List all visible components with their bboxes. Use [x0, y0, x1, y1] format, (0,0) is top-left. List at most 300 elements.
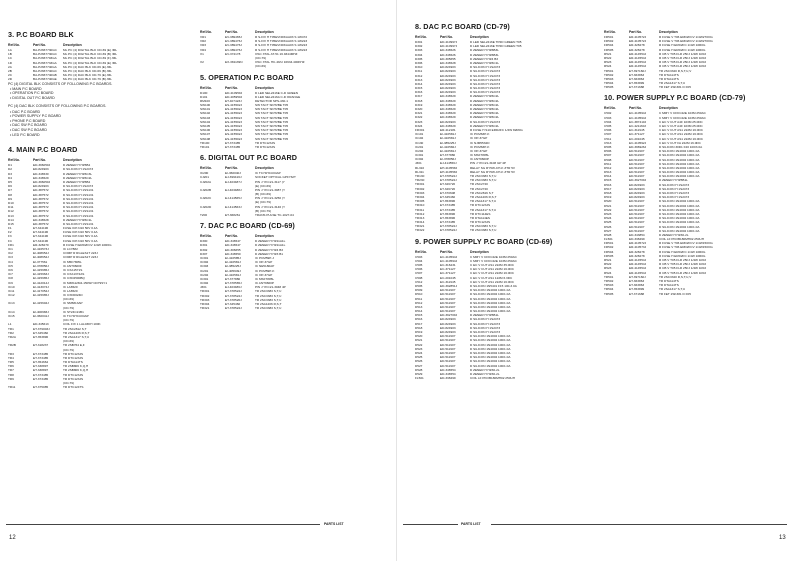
ref-no: TR322	[415, 228, 425, 233]
ref-no: VR4	[200, 47, 207, 52]
ref-no: D317	[415, 94, 423, 99]
part-no: ET-353899	[629, 287, 645, 292]
bullet-text: POWER SUPPLY P.C BOARD	[12, 114, 61, 119]
description: TR 2SC3383 S,T,U	[470, 228, 497, 233]
ref-no: C505	[415, 263, 423, 267]
part-no: ED-346529	[440, 111, 456, 116]
description: IC LA6520	[63, 288, 78, 293]
column-header: Part No.	[629, 106, 642, 111]
part-no: EC-371127	[629, 132, 645, 137]
part-no: ES-415502J	[225, 111, 243, 116]
description: D SILICON H 1S2473	[470, 90, 501, 95]
ref-no: D516	[415, 317, 423, 322]
description: D SILICON 1N4002 100/1.0A	[470, 346, 511, 351]
part-no: EC-316231	[440, 263, 456, 267]
part-no: EI-410581J	[225, 272, 241, 277]
ref-no: D527	[604, 228, 612, 233]
part-no: EJ-403486J	[225, 285, 242, 290]
part-no: ED-511907	[629, 220, 645, 225]
ref-no: TR314	[415, 220, 425, 225]
part-no: ED-387572	[33, 209, 49, 214]
description: IC ANT9600F	[63, 263, 82, 268]
description: D SILICON H 1SS131	[63, 196, 94, 201]
description: IC CXD0024D	[63, 293, 83, 298]
part-no: ED-824903	[440, 119, 456, 124]
ref-no: TR501	[604, 68, 614, 73]
description: R CB V T05 FLR 25FJ 1/4W 1R0J	[659, 262, 707, 267]
column-header: Part No.	[225, 85, 238, 90]
ref-no: C504	[604, 119, 612, 124]
part-no: ET-378524J	[440, 174, 457, 178]
part-no: ED-387572	[33, 213, 49, 218]
part-no: EJ-414565J	[225, 196, 242, 201]
part-no: EV-374178	[225, 51, 241, 56]
part-no: ET-378524J	[440, 178, 457, 183]
column-header: Ref.No.	[415, 249, 427, 254]
ref-no: IC302	[415, 157, 424, 162]
part-no: EI-360041J	[33, 314, 49, 318]
part-no: EI-410581J	[440, 136, 456, 141]
column-header: Ref.No.	[8, 158, 20, 163]
part-no: ET-354664	[33, 360, 49, 365]
part-no: ET-353896	[440, 215, 456, 220]
ref-no: TR502	[604, 72, 614, 77]
description: D SILICON H 1S2473	[470, 119, 501, 124]
part-no: ET-373485	[225, 144, 241, 149]
ref-no: D511	[604, 161, 612, 166]
ref-no: C507	[604, 132, 612, 137]
part-no: EJ-414563J	[225, 204, 242, 209]
part-no: ET-338897	[33, 364, 49, 369]
part-no: EI-410581J	[225, 260, 241, 265]
description: TR DTC123JS	[470, 203, 491, 208]
description: ML PC (4) DAC BLK CD-69 (E) /ML	[63, 64, 112, 69]
table-row	[8, 385, 186, 389]
part-no: EH-410558J	[440, 169, 458, 174]
part-no: ET-353896	[33, 334, 49, 339]
ref-no: D525	[415, 355, 423, 360]
description: D SILICON 1N4002 100/1.0A	[659, 207, 700, 212]
description: COMP R RGLES1T 223J	[63, 255, 98, 260]
part-no: ED-511907	[629, 224, 645, 229]
section-title: 10. POWER SUPPLY P.C BOARD (CD-79)	[604, 93, 746, 103]
part-no: ED-511907	[629, 149, 645, 154]
ref-no: D316	[415, 90, 423, 95]
description: D SILICON 1N4002 100/1.0A	[659, 203, 700, 208]
ref-no: TR303	[200, 297, 210, 302]
column-header: Description	[659, 30, 678, 34]
column-header: Part No.	[225, 234, 238, 239]
part-no: ET-373485	[33, 351, 49, 356]
ref-no: FR501	[604, 241, 614, 246]
ref-no: TR504	[604, 81, 614, 86]
part-no: ET-368261	[225, 213, 241, 217]
part-no: ED-824903	[440, 321, 456, 326]
description: FUSE ICP-N10 50V 0.4A	[63, 238, 98, 243]
column-header: Part No.	[440, 35, 453, 39]
part-no: EV-389476J	[225, 47, 242, 52]
part-no: ET-371688	[629, 85, 645, 90]
description: D SILICON H 1SS131	[63, 205, 94, 210]
description: R FUSE H ERD2FCV 1/4W 10R0G	[63, 242, 112, 247]
section-title: 7. DAC P.C BOARD (CD-69)	[200, 221, 295, 231]
ref-no: SW105	[200, 124, 211, 128]
column-header: Ref.No.	[200, 85, 212, 90]
part-no: ER-328278	[629, 249, 645, 254]
part-no: ET-326720	[440, 182, 456, 187]
bullet-dot-icon: •	[10, 123, 13, 128]
column-header: Description	[255, 234, 274, 239]
ref-no: SW107	[200, 132, 211, 137]
part-no: ED-824903	[440, 317, 456, 322]
description: D LED SEL2416E TP2D GREEN T05	[470, 40, 522, 44]
description: IC ANT9660P	[255, 281, 274, 286]
description: D ZENER H HZ30-2L	[470, 371, 500, 376]
ref-no: D323	[415, 119, 423, 124]
ref-no: D318	[415, 98, 423, 103]
ref-no: 1A	[8, 48, 12, 52]
part-no: EI-400983J	[33, 309, 49, 314]
description: IC ANT9660P	[470, 157, 489, 162]
description: C EC V CUT FA 222M 16.0DC	[659, 140, 701, 145]
part-no: ED-511907	[629, 211, 645, 216]
ref-no: TR311	[415, 207, 425, 212]
description: D SILICON H 1S2473	[470, 86, 501, 91]
ref-no: D528	[604, 232, 612, 237]
table-row	[8, 77, 186, 81]
part-no: ED-511907	[629, 165, 645, 170]
description: RELAY SG RY5W-CH-K ZTR 5V	[470, 169, 515, 174]
description: R CB V T05 FLR 25FJ 1/4W 1R0J	[659, 64, 707, 69]
part-no: ED-392709J	[629, 178, 647, 183]
description: R FUSE H ERD2FC 1/4W 10R0G	[659, 47, 706, 52]
column-header: Description	[659, 106, 678, 111]
part-no: EI-410581J	[440, 132, 456, 137]
ref-no: D313	[415, 77, 423, 82]
ref-no: D11	[8, 205, 14, 210]
part-no: EJ-399416J	[225, 175, 242, 180]
description: C EC V CUT AS1 222M 16.0DC	[470, 271, 514, 276]
ref-no: CJ202D	[200, 204, 212, 209]
description: D SILICON 1N4002 100/1.0A	[470, 334, 511, 339]
ref-no: D524	[415, 350, 423, 355]
ref-no: D306	[415, 60, 423, 65]
column-header: Part No.	[225, 166, 238, 171]
ref-no: F4	[8, 238, 12, 243]
description: PIN J YKC21-3117 (Y	[255, 179, 285, 184]
description: OSC XTAL HC-49/U 16934.400KHZ	[255, 60, 305, 65]
description: D SILICON 1N4002 100/1.0A	[659, 211, 700, 216]
description: D ZENER H HZ6C3L	[63, 171, 93, 176]
part-no: ED-387572	[33, 188, 49, 193]
part-no: ED-346528	[33, 217, 49, 222]
description: TR 2SC3383 S,T,U	[255, 289, 282, 294]
description: PIN J YKC21-3108 GP 4P	[470, 161, 506, 166]
bullet-dot-icon: •	[10, 114, 13, 119]
description: COIL FIX 1 LAL03KH 100K	[63, 322, 101, 327]
description: COMP R RGLES1T 223J	[63, 251, 98, 256]
description: D SILICON 1N4002 100/1.0A	[470, 359, 511, 364]
part-no: ET-363863	[629, 72, 645, 77]
part-no: ET-326720	[440, 186, 456, 191]
part-no: ED-306655	[225, 247, 241, 252]
ref-no: VR1	[200, 35, 207, 39]
description: D LED SEL2416A C-D ORANGE	[255, 94, 301, 99]
parts-list-footer	[0, 521, 396, 527]
part-no: EJ-403488J	[225, 187, 242, 192]
ref-no: TR301	[200, 289, 210, 294]
bullet-dot-icon: •	[10, 118, 13, 123]
part-no: ET-363863	[629, 278, 645, 283]
part-no: ED-511907	[629, 157, 645, 162]
description: C MMY V CFKC22E 103M 250AC	[659, 111, 706, 116]
part-no: ED-387572	[33, 221, 49, 226]
ref-no: FR504	[604, 249, 614, 254]
description: TR DTC124TS	[63, 385, 84, 390]
ref-no: D15	[8, 221, 14, 226]
part-no: EI-410582J	[440, 144, 456, 149]
description: FUSE ICP-N10 50V 0.4A	[63, 234, 98, 239]
ref-no: IC303	[200, 264, 209, 269]
ref-no: VR3	[200, 43, 207, 48]
part-no: EV-389465J	[225, 35, 242, 39]
ref-no: TR505	[604, 85, 614, 90]
part-no: ES-415502J	[225, 103, 243, 108]
description: D LED SEL2416E C-D GREEN	[255, 90, 298, 95]
description: SW TACT SKHVBE T05	[255, 119, 289, 124]
ref-no: IC3	[8, 255, 13, 260]
part-no: EI-408654J	[33, 255, 49, 260]
ref-no: J301	[415, 161, 422, 166]
ref-no: D518	[604, 191, 612, 195]
description: D SILICON 1N4002 100/1.0A	[659, 161, 700, 166]
column-header: Part No.	[440, 249, 453, 254]
part-no: ED-387572	[33, 200, 49, 205]
description: (E) (CD-69)	[255, 183, 271, 188]
ref-no: L1	[8, 322, 12, 327]
ref-no: D2	[8, 167, 12, 172]
ref-no: TR230	[415, 178, 425, 183]
part-no: ED-410959J	[225, 90, 243, 95]
part-no: ET-353896	[440, 211, 456, 216]
description: D SILICON H 1S2473	[470, 77, 501, 82]
description: R FUSE V T06 ERD2FCV 1/4W270OG	[659, 35, 713, 39]
description: PIN J YKC21-3146 (Y	[255, 204, 286, 209]
ref-no: D315	[415, 86, 423, 91]
description: D SILICON H 1SS131	[63, 221, 94, 226]
description: D SILICON H 1SS131	[63, 188, 94, 193]
description: IC PCM63P-K	[470, 144, 490, 149]
description: (B) (CD-79)	[255, 208, 271, 213]
ref-no: D300	[200, 239, 208, 244]
part-no: ED-396050J	[33, 163, 51, 168]
ref-no: IC8	[8, 276, 13, 281]
description: IC MSF7805L	[470, 153, 490, 158]
description: TR 2SA1206 R,S,T	[470, 194, 497, 199]
part-no: ET-373485	[33, 355, 49, 360]
description: D ZENER H HZ6C2L	[470, 123, 500, 128]
ref-no: SW108	[200, 136, 211, 141]
description: TR 2SC2720	[470, 182, 488, 187]
ref-no: C506	[604, 128, 612, 133]
description: SW TACT SKHVBE T05	[255, 124, 289, 128]
ref-no: TR5	[8, 360, 14, 365]
description: TR DTA114ES	[470, 215, 490, 220]
part-no: ED-305655	[440, 56, 456, 61]
ref-no: TR302	[200, 293, 210, 298]
ref-no: D526	[604, 224, 612, 229]
column-header: Description	[63, 158, 82, 163]
bullet-text: PHONE P.C BOARD	[12, 118, 46, 123]
ref-no: D302	[200, 247, 208, 252]
description: IC M5F7805L	[63, 259, 82, 264]
description: D SILICON H 1S2473	[659, 191, 690, 195]
description: OSC XTAL AT-51 16.9344MHZ	[255, 51, 298, 56]
column-header: Description	[63, 43, 82, 47]
ref-no	[200, 64, 225, 68]
description: (B) (CD-69)	[255, 192, 271, 197]
description: IC CXD2500BQ	[63, 276, 85, 281]
description: TR 2SB806 K,Q,H	[63, 368, 89, 373]
description: SW TACT SKHVBE T05	[255, 103, 289, 108]
ref-no: IC9	[8, 280, 13, 285]
description: R S-FIX H T05EVNDKAA03 S 1W223	[255, 39, 308, 44]
parts-list-label: PARTS LIST	[461, 522, 481, 526]
part-no: ET-373485	[440, 220, 456, 225]
ref-no: RL310	[415, 165, 425, 170]
part-no: EC-201045	[629, 136, 645, 141]
bullet-dot-icon: •	[10, 91, 13, 96]
ref-no: TR9	[8, 376, 14, 381]
description: D ZENER H HZ11A1L	[255, 239, 286, 244]
ref-no: TR101	[200, 144, 210, 149]
description: IC OP-37GP	[255, 260, 273, 265]
description: D SILICON 1N4002 100/1.0A	[470, 338, 511, 343]
description: TR FET 2SK381 D F05	[659, 291, 691, 296]
description: D SILICON 1N4002 100/1.0A	[470, 342, 511, 347]
bullet-text: MAIN P.C BOARD	[12, 86, 42, 91]
ref-no: F3	[8, 234, 12, 239]
bullet-dot-icon: •	[10, 86, 13, 91]
part-no: ER-414554J	[629, 270, 647, 275]
description: D SILICON 1N4002 100/1.0A	[470, 363, 511, 368]
ref-no: IC301	[200, 255, 209, 260]
right-page	[397, 0, 793, 561]
description: ML PC (4) DAC BLK CD-79 (E) /ML	[63, 73, 112, 78]
ref-no: IC302	[200, 281, 209, 286]
description: COIL LF PKOB180MH02 250UH	[470, 376, 515, 381]
description: TR 2SA1317 S,T,U	[63, 334, 90, 339]
description: D ZENER H HZ5B1L	[659, 178, 688, 183]
ref-no: IC6	[8, 267, 13, 272]
left-page-column-1	[8, 22, 186, 389]
ref-no: R521	[604, 51, 612, 56]
part-no: ET-345460	[440, 194, 456, 199]
bullet-text: LED P.C BOARD	[12, 132, 40, 137]
ref-no: FR502	[604, 39, 614, 44]
part-no: ET-378524J	[440, 228, 457, 233]
part-no: EC-410594J	[440, 258, 458, 263]
part-no: ED-346547	[225, 243, 241, 248]
ref-no: D301	[415, 40, 423, 44]
ref-no: X1	[200, 51, 204, 56]
ref-no: C511	[604, 136, 612, 141]
ref-no: IC202	[415, 148, 424, 153]
column-header: Description	[255, 85, 274, 90]
description: TR DTC114ES	[470, 211, 491, 216]
ref-no: TR3	[8, 351, 14, 356]
description: D SILICON 1N4002 100/1.0A	[659, 199, 700, 204]
part-no: ED-346529	[440, 115, 456, 120]
description: (E) (CD-79)	[255, 200, 271, 205]
section-title: 6. DIGITAL OUT P.C BOARD	[200, 153, 298, 163]
part-no: ET-363863	[629, 283, 645, 288]
ref-no: IC14	[8, 309, 15, 314]
description: TR DTC123JS	[63, 376, 84, 381]
part-no: ER-414554J	[629, 258, 647, 262]
description: R S-FIX H T05EVNDKAA03 S 1W223	[255, 43, 308, 48]
part-no: ED-824903	[440, 77, 456, 82]
part-no: ER-328278	[629, 43, 645, 48]
table-row	[415, 228, 595, 232]
ref-no: D513	[415, 304, 423, 309]
part-no: EI-416573J	[33, 247, 49, 251]
ref-no: D506	[604, 149, 612, 154]
ref-no: IC302	[200, 260, 209, 265]
part-no: EI-415965J	[33, 276, 49, 281]
ref-no: IC130	[415, 140, 424, 145]
ref-no: X2	[200, 60, 204, 65]
column-header: Part No.	[33, 43, 46, 47]
part-no: ER-414554J	[629, 51, 647, 56]
part-no: ED-824903	[440, 86, 456, 91]
section-title: 4. MAIN P.C BOARD	[8, 145, 78, 155]
part-no: ET-373485	[225, 140, 241, 145]
ref-no: D525	[604, 220, 612, 225]
part-no: EC-410594J	[629, 111, 647, 116]
section-title: 8. DAC P.C BOARD (CD-79)	[415, 22, 510, 31]
ref-no: TR100	[200, 140, 210, 145]
column-header: Ref.No.	[200, 166, 212, 171]
ref-no: D319	[415, 102, 423, 107]
part-no: ED-511907	[629, 161, 645, 166]
part-no: ET-397160J	[629, 274, 646, 279]
part-no: EI-378856J	[33, 263, 49, 268]
ref-no: D510	[415, 292, 423, 297]
part-no: BA-P2667740GB	[33, 73, 57, 78]
ref-no: TR1	[8, 326, 14, 331]
part-no: ED-343854	[629, 232, 645, 237]
ref-no: FL501	[604, 237, 613, 242]
part-no: EI-410585J	[225, 255, 241, 260]
description: D SILICON H 1S2473	[470, 65, 501, 70]
part-no: ED-511907	[629, 207, 645, 212]
description: PIN J YKC21-3250 (Y	[255, 196, 286, 201]
description: TR 2SA1317 S,T,U	[470, 199, 497, 204]
part-no: ET-345460	[225, 302, 241, 306]
part-no: BA-P2667703GA	[33, 56, 57, 61]
ref-no: C508	[415, 275, 423, 280]
ref-no: D522	[415, 342, 423, 347]
ref-no: FR505	[604, 47, 614, 52]
description: D ZENER H HZ6C2L	[470, 102, 500, 107]
bullet-dot-icon: •	[10, 109, 13, 114]
ref-no: TR7	[8, 368, 14, 373]
part-no: EI-415963J	[33, 272, 49, 277]
ref-no: IC201	[415, 144, 424, 149]
part-no: EX-381139N	[225, 60, 243, 65]
part-no: ET-344196	[33, 226, 49, 231]
